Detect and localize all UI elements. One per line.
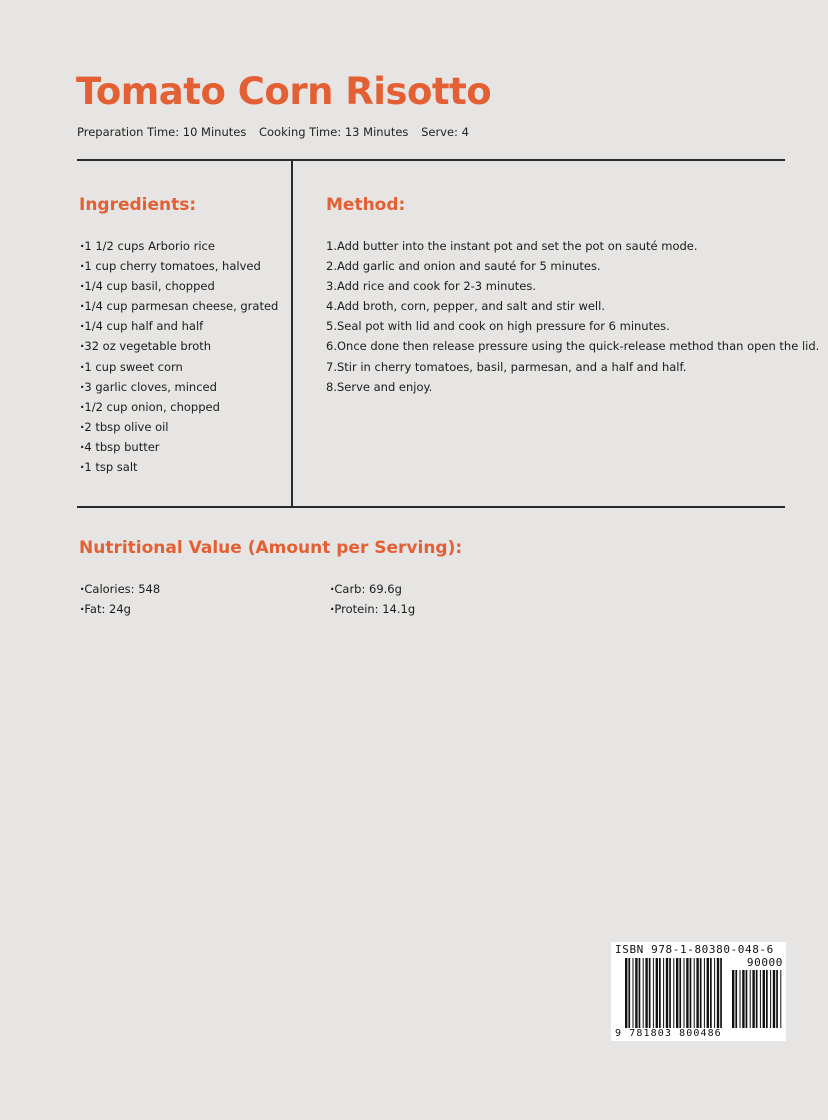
barcode-bar [780, 970, 781, 1028]
prep-time: Preparation Time: 10 Minutes [77, 125, 247, 139]
ingredient-item: · 32 oz vegetable broth [80, 336, 278, 356]
barcode-bar [679, 958, 681, 1028]
barcode-bar [760, 970, 761, 1028]
barcode-bar [653, 958, 654, 1028]
price-addon-code: 90000 [746, 956, 783, 969]
barcode-bar [746, 970, 748, 1028]
barcode-bar [676, 958, 678, 1028]
barcode-bar [635, 958, 637, 1028]
ingredient-item: · 1/4 cup parmesan cheese, grated [80, 296, 278, 316]
barcode-bar [710, 958, 712, 1028]
barcode-bar [666, 958, 668, 1028]
top-divider [77, 159, 785, 161]
barcode-bar [752, 970, 754, 1028]
ingredient-item: · 1 tsp salt [80, 457, 278, 477]
method-step: 5.Seal pot with lid and cook on high pressure for 6 minutes. [326, 319, 670, 334]
section-divider [77, 506, 785, 508]
barcode-bar [770, 970, 771, 1028]
barcode-bar [690, 958, 692, 1028]
barcode-bar [742, 970, 744, 1028]
barcode-bar [633, 958, 634, 1028]
barcode-digits: 9 781803 800486 [615, 1028, 722, 1039]
barcode-bar [659, 958, 661, 1028]
method-step: 2.Add garlic and onion and sauté for 5 minutes. [326, 259, 601, 274]
isbn-barcode [611, 942, 786, 1041]
column-divider [291, 160, 293, 506]
serve-count: Serve: 4 [421, 125, 469, 139]
barcode-bar [649, 958, 651, 1028]
method-step: 6.Once done then release pressure using the quick-release method than open the lid. [326, 339, 820, 354]
barcode-bar [750, 970, 751, 1028]
barcode-bars [611, 942, 786, 1041]
barcode-bar [735, 970, 737, 1028]
barcode-bar [763, 970, 765, 1028]
barcode-bar [756, 970, 758, 1028]
barcode-bar [684, 958, 685, 1028]
barcode-bar [643, 958, 644, 1028]
barcode-bar [717, 958, 719, 1028]
barcode-bar [628, 958, 630, 1028]
nutrition-heading: Nutritional Value (Amount per Serving): [79, 538, 463, 558]
nutrition-item: · Protein: 14.1g [330, 599, 415, 619]
barcode-bar [720, 958, 722, 1028]
ingredients-list [80, 236, 278, 477]
barcode-bar [704, 958, 705, 1028]
ingredient-item: · 1/4 cup basil, chopped [80, 276, 278, 296]
nutrition-list-right [330, 579, 415, 619]
nutrition-item: · Carb: 69.6g [330, 579, 415, 599]
recipe-title: Tomato Corn Risotto [76, 70, 492, 113]
cook-time: Cooking Time: 13 Minutes [258, 125, 409, 139]
method-heading: Method: [326, 195, 406, 215]
barcode-bar [766, 970, 768, 1028]
nutrition-item: · Fat: 24g [80, 599, 160, 619]
ingredient-item: · 1 1/2 cups Arborio rice [80, 236, 278, 256]
barcode-bar [700, 958, 702, 1028]
barcode-bar [673, 958, 674, 1028]
barcode-bar [656, 958, 658, 1028]
method-step: 4.Add broth, corn, pepper, and salt and stir well. [326, 299, 605, 314]
nutrition-item: · Calories: 548 [80, 579, 160, 599]
barcode-bar [776, 970, 778, 1028]
barcode-bar [732, 970, 734, 1028]
method-step: 7.Stir in cherry tomatoes, basil, parmesan, and a half and half. [326, 359, 687, 374]
ingredient-item: · 1 cup sweet corn [80, 357, 278, 377]
method-step: 8.Serve and enjoy. [326, 379, 433, 394]
ingredient-item: · 2 tbsp olive oil [80, 417, 278, 437]
ingredient-item: · 3 garlic cloves, minced [80, 377, 278, 397]
nutrition-list-left [80, 579, 160, 619]
barcode-bar [696, 958, 698, 1028]
method-step: 3.Add rice and cook for 2-3 minutes. [326, 279, 536, 294]
recipe-meta [77, 125, 478, 139]
method-steps [326, 236, 819, 397]
ingredient-item: · 1 cup cherry tomatoes, halved [80, 256, 278, 276]
barcode-bar [686, 958, 688, 1028]
barcode-bar [639, 958, 641, 1028]
barcode-bar [694, 958, 695, 1028]
barcode-bar [714, 958, 715, 1028]
ingredient-item: · 4 tbsp butter [80, 437, 278, 457]
ingredient-item: · 1/2 cup onion, chopped [80, 397, 278, 417]
barcode-bar [773, 970, 775, 1028]
barcode-bar [663, 958, 664, 1028]
isbn-number: ISBN 978-1-80380-048-6 [615, 943, 774, 956]
method-step: 1.Add butter into the instant pot and set the pot on sauté mode. [326, 239, 698, 253]
ingredient-item: · 1/4 cup half and half [80, 316, 278, 336]
barcode-bar [707, 958, 709, 1028]
barcode-bar [645, 958, 647, 1028]
barcode-bar [625, 958, 627, 1028]
ingredients-heading: Ingredients: [79, 195, 197, 215]
barcode-bar [669, 958, 671, 1028]
barcode-bar [740, 970, 741, 1028]
